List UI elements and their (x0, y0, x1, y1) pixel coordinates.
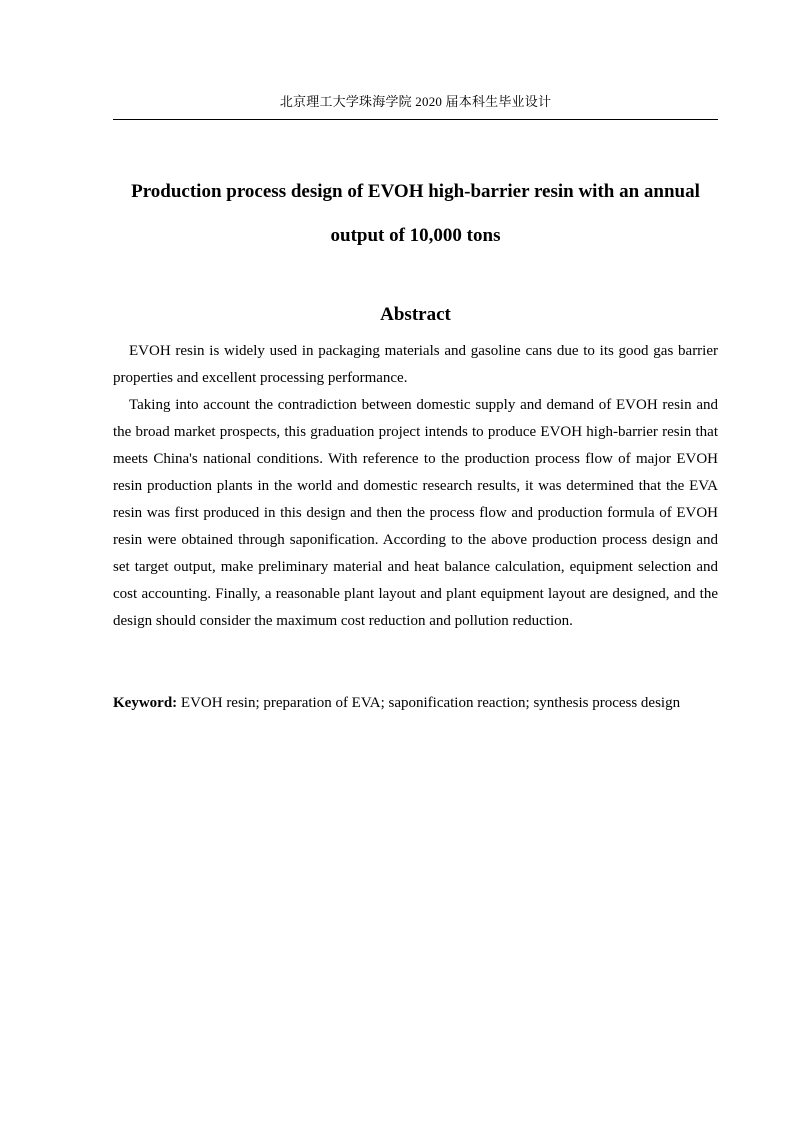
keywords (113, 690, 718, 717)
title-line-1: Production process design of EVOH high-barrier resin with an annual (131, 181, 700, 202)
abstract-heading: Abstract (380, 304, 451, 325)
keywords-text: EVOH resin; preparation of EVA; saponification reaction; synthesis process design (180, 695, 681, 711)
title-line-2: output of 10,000 tons (330, 225, 501, 246)
abstract-body (113, 338, 718, 635)
abstract-paragraph: EVOH resin is widely used in packaging materials and gasoline cans due to its good gas barrier properties and excellent processing performance. (113, 343, 718, 386)
document-title (100, 170, 731, 258)
header-rule (113, 119, 718, 120)
abstract-paragraph: Taking into account the contradiction between domestic supply and demand of EVOH resin and the broad market prospects, this graduation project intends to produce EVOH high-barrier resin that meets China's national conditions. With reference to the production process flow of major EVOH resin production plants in the world and domestic research results, it was determined that the EVA resin was first produced in this design and then the process flow and production formula of EVOH resin were obtained through saponification. According to the above production process design and set target output, make preliminary material and heat balance calculation, equipment selection and cost accounting. Finally, a reasonable plant layout and plant equipment layout are designed, and the design should consider the maximum cost reduction and pollution reduction. (113, 397, 718, 629)
keywords-label: Keyword: (113, 695, 178, 711)
running-header: 北京理工大学珠海学院 2020 届本科生毕业设计 (279, 94, 552, 109)
